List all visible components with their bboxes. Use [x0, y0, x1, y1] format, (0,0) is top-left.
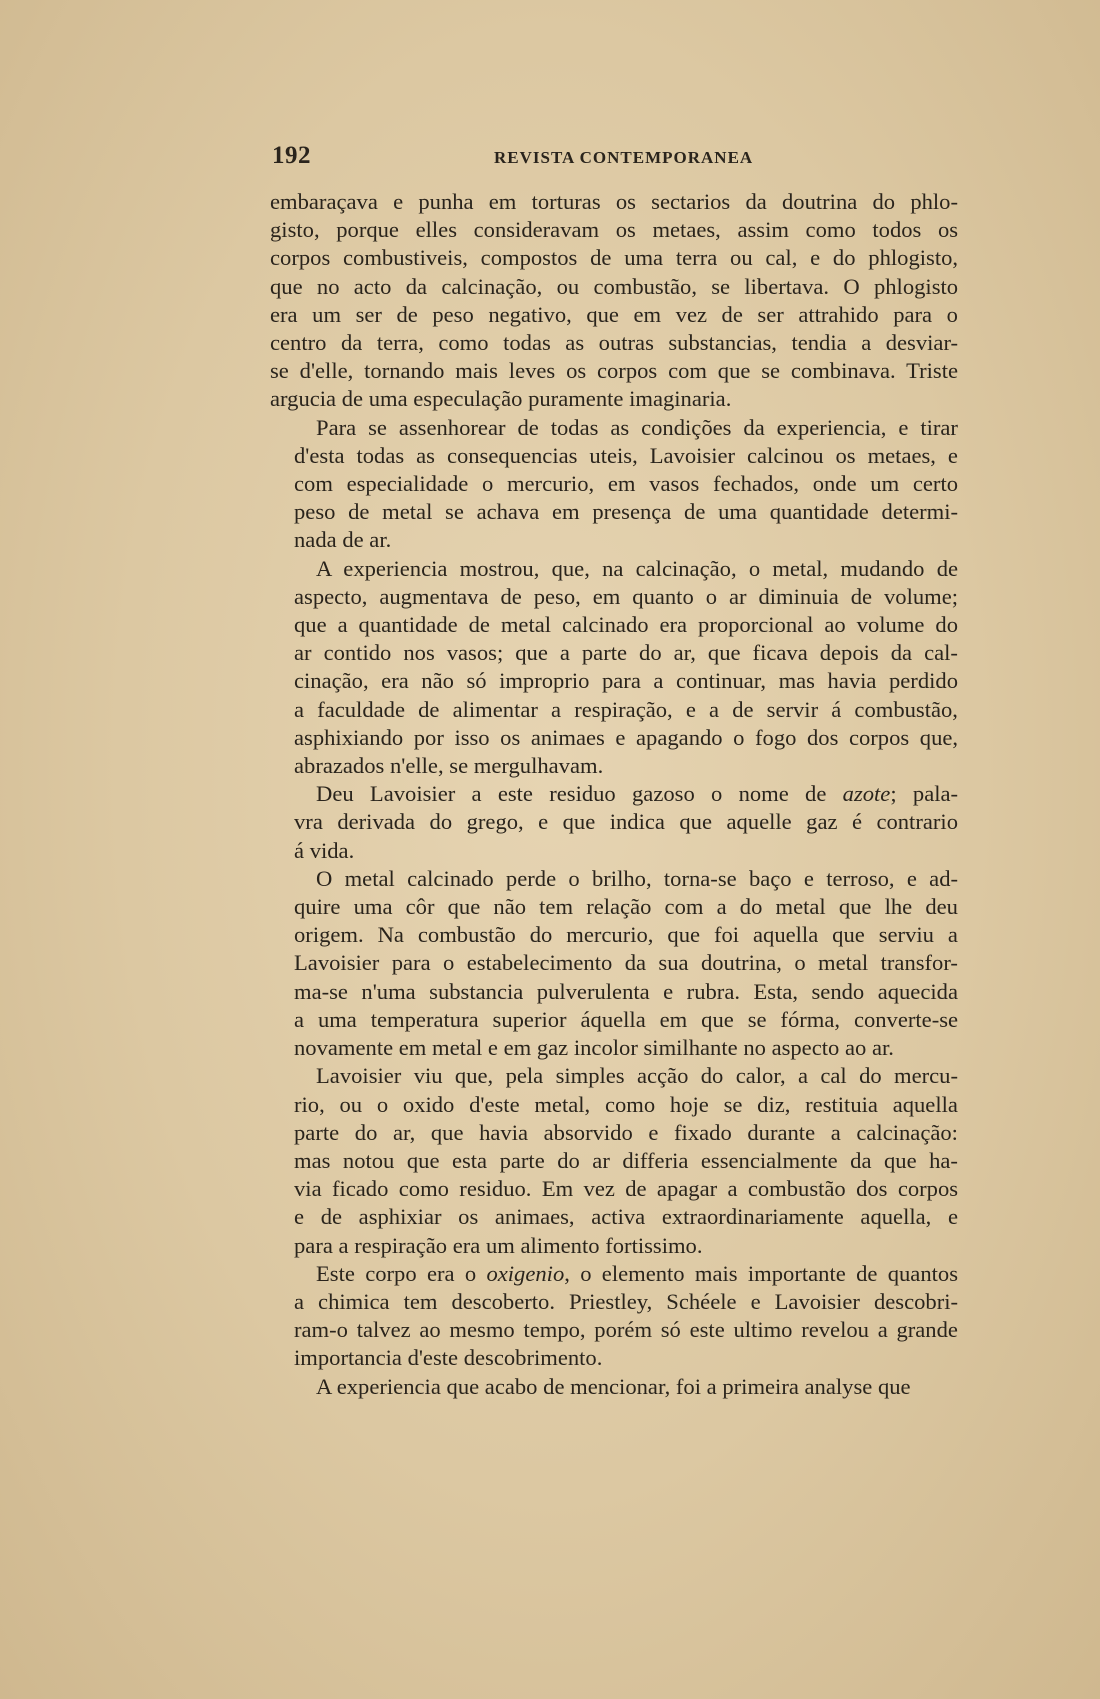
- text-line: embaraçava e punha em torturas os sectarios da doutrina do phlo-: [270, 189, 959, 214]
- page-number: 192: [272, 142, 311, 169]
- paragraph: [270, 1062, 958, 1259]
- text-line: vra derivada do grego, e que indica que aquelle gaz é contrario: [294, 809, 958, 835]
- text-line: corpos combustiveis, compostos de uma terra ou cal, e do phlogisto,: [270, 245, 959, 271]
- text-line: ma-se n'uma substancia pulverulenta e rubra. Esta, sendo aquecida: [294, 978, 958, 1004]
- text-line: A experiencia que acabo de mencionar, foi a primeira analyse que: [316, 1373, 911, 1399]
- text-line: se d'elle, tornando mais leves os corpos com que se combinava. Triste: [270, 358, 959, 384]
- paragraph: [270, 555, 958, 781]
- text-line: d'esta todas as consequencias uteis, Lavoisier calcinou os metaes, e: [294, 442, 958, 468]
- paragraph: [270, 865, 958, 1062]
- text-line: O metal calcinado perde o brilho, torna-se baço e terroso, e ad-: [316, 865, 959, 891]
- text-line: era um ser de peso negativo, que em vez de ser attrahido para o: [270, 301, 958, 327]
- text-line: gisto, porque elles consideravam os metaes, assim como todos os: [270, 217, 959, 243]
- journal-title: REVISTA CONTEMPORANEA: [494, 148, 754, 167]
- text-line: Deu Lavoisier a este residuo gazoso o nome de azote; pala-: [316, 781, 959, 807]
- text-line: A experiencia mostrou, que, na calcinação, o metal, mudando de: [316, 555, 959, 581]
- text-line: argucia de uma especulação puramente imaginaria.: [270, 386, 732, 412]
- text-line: á vida.: [294, 837, 355, 863]
- text-line: Lavoisier para o estabelecimento da sua doutrina, o metal transfor-: [294, 950, 958, 976]
- text-line: via ficado como residuo. Em vez de apagar a combustão dos corpos: [294, 1176, 959, 1202]
- text-line: ar contido nos vasos; que a parte do ar, que ficava depois da cal-: [294, 640, 958, 666]
- text-line: cinação, era não só improprio para a continuar, mas havia perdido: [294, 668, 959, 694]
- paragraph: [270, 1373, 958, 1401]
- text-line: Este corpo era o oxigenio, o elemento mais importante de quantos: [316, 1260, 958, 1286]
- text-line: aspecto, augmentava de peso, em quanto o ar diminuia de volume;: [294, 583, 959, 609]
- text-line: que a quantidade de metal calcinado era proporcional ao volume do: [294, 612, 958, 638]
- text-line: a uma temperatura superior áquella em que se fórma, converte-se: [294, 1006, 959, 1032]
- text-line: ram-o talvez ao mesmo tempo, porém só este ultimo revelou a grande: [294, 1317, 958, 1343]
- text-line: centro da terra, como todas as outras substancias, tendia a desviar-: [270, 330, 959, 356]
- paragraph: [270, 188, 958, 414]
- body-text: [270, 188, 958, 1401]
- text-line: mas notou que esta parte do ar differia essencialmente da que ha-: [294, 1147, 958, 1173]
- text-line: nada de ar.: [294, 527, 392, 553]
- text-line: a chimica tem descoberto. Priestley, Schéele e Lavoisier descobri-: [294, 1288, 959, 1314]
- text-line: novamente em metal e em gaz incolor similhante no aspecto ao ar.: [294, 1035, 894, 1061]
- text-line: Lavoisier viu que, pela simples acção do calor, a cal do mercu-: [316, 1063, 958, 1089]
- text-line: origem. Na combustão do mercurio, que foi aquella que serviu a: [294, 922, 958, 948]
- text-line: com especialidade o mercurio, em vasos fechados, onde um certo: [294, 471, 959, 497]
- text-line: parte do ar, que havia absorvido e fixado durante a calcinação:: [294, 1119, 958, 1145]
- text-line: abrazados n'elle, se mergulhavam.: [294, 753, 604, 779]
- text-line: quire uma côr que não tem relação com a do metal que lhe deu: [294, 894, 958, 920]
- text-line: importancia d'este descobrimento.: [294, 1345, 603, 1371]
- paragraph: [270, 414, 958, 555]
- text-line: peso de metal se achava em presença de uma quantidade determi-: [294, 499, 959, 525]
- text-line: que no acto da calcinação, ou combustão, se libertava. O phlogisto: [270, 273, 959, 299]
- running-head: [272, 142, 962, 176]
- paragraph: [270, 780, 958, 865]
- text-line: Para se assenhorear de todas as condições da experiencia, e tirar: [316, 414, 958, 440]
- text-line: para a respiração era um alimento fortissimo.: [294, 1232, 703, 1258]
- text-line: rio, ou o oxido d'este metal, como hoje se diz, restituia aquella: [294, 1091, 958, 1117]
- text-line: e de asphixiar os animaes, activa extraordinariamente aquella, e: [294, 1204, 958, 1230]
- paragraph: [270, 1260, 958, 1373]
- text-line: a faculdade de alimentar a respiração, e a de servir á combustão,: [294, 696, 958, 722]
- text-line: asphixiando por isso os animaes e apagando o fogo dos corpos que,: [294, 724, 959, 750]
